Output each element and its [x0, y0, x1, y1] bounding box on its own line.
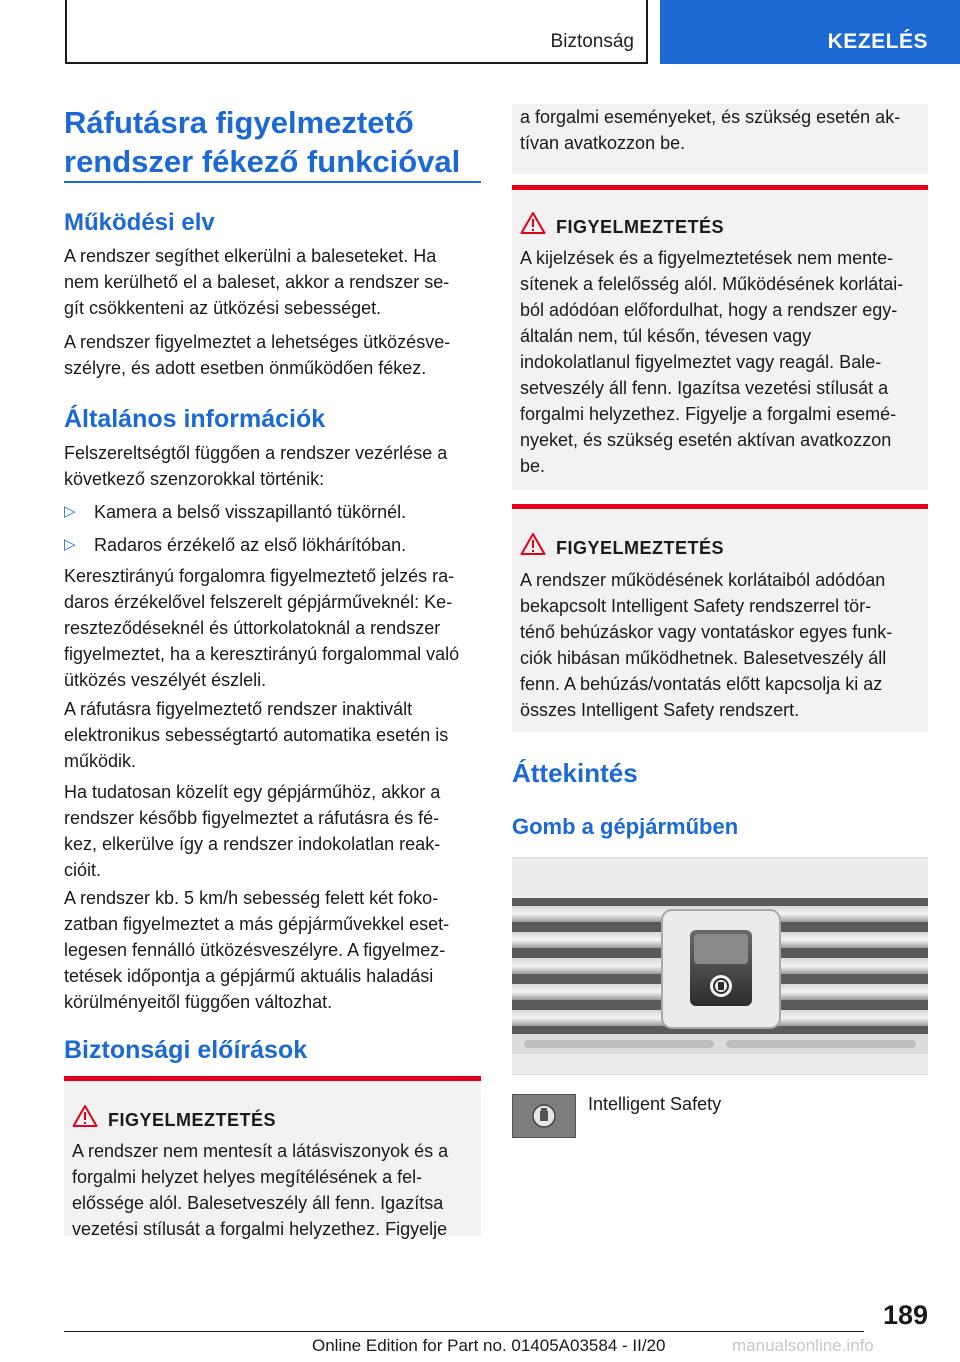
intelligent-safety-icon	[513, 1095, 577, 1139]
heading-general: Általános információk	[64, 405, 326, 433]
chapter-title: KEZELÉS	[827, 30, 928, 53]
text-line: cióit.	[64, 860, 102, 880]
footer-watermark: manualsonline.info	[732, 1336, 874, 1355]
text-line: gít csökkenteni az ütközési sebességet.	[64, 298, 382, 318]
warning-line: forgalmi helyzet helyes megítélésének a fel-	[72, 1167, 423, 1187]
warning-line: ténő behúzáskor vagy vontatáskor egyes funk-	[520, 622, 893, 642]
warning-triangle-icon	[520, 211, 546, 235]
intelligent-safety-button-icon	[512, 1094, 576, 1138]
vehicle-button-photo	[512, 857, 928, 1075]
text-line: szélyre, és adott esetben önműködően fékez.	[64, 358, 427, 378]
heading-principle: Működési elv	[64, 209, 215, 236]
warning-triangle-icon	[520, 532, 546, 556]
page-title-line2: rendszer fékező funkcióval	[64, 144, 461, 179]
warning-line: be.	[520, 456, 546, 476]
warning-box	[512, 185, 928, 490]
text-line: elektronikus sebességtartó automatika esetén is	[64, 725, 449, 745]
section-title: Biztonság	[550, 31, 634, 52]
text-line: rendszer később figyelmeztet a ráfutásra és fé-	[64, 808, 440, 828]
warning-line: nyeket, és szükség esetén aktívan avatkozzon	[520, 430, 892, 450]
text-line: figyelmeztet, ha a keresztirányú forgalommal való	[64, 644, 460, 664]
warning-continuation-box	[512, 104, 928, 174]
air-vent-illustration	[512, 858, 928, 1075]
warning-line: vezetési stílusát a forgalmi helyzethez. Figyelje	[72, 1219, 448, 1239]
warning-line: ciók hibásan működhetnek. Balesetveszély áll	[520, 648, 887, 668]
warning-box	[64, 1076, 481, 1239]
text-line: legesen fennálló ütközésveszélyre. A figyelmez-	[64, 940, 446, 960]
page-title-line1: Ráfutásra figyelmeztető	[64, 105, 414, 140]
footer-rule	[64, 1331, 864, 1332]
header-section-box	[65, 0, 648, 64]
page-number: 189	[882, 1300, 928, 1330]
text-line: A rendszer segíthet elkerülni a baleseteket. Ha	[64, 246, 437, 266]
text-line: A ráfutásra figyelmeztető rendszer inaktivált	[64, 699, 413, 719]
text-line: zatban figyelmeztet a más gépjárművekkel eset-	[64, 914, 450, 934]
triangle-bullet-icon: ▷	[64, 503, 76, 520]
list-item	[64, 532, 406, 558]
warning-line: a forgalmi eseményeket, és szükség esetén ak-	[520, 107, 901, 127]
warning-line: elősség​e alól. Balesetveszély áll fenn. Igazítsa	[72, 1193, 444, 1213]
heading-safety: Biztonsági előírások	[64, 1036, 308, 1064]
warning-line: bekapcsolt Intelligent Safety rendszerrel tör-	[520, 596, 872, 616]
list-item	[64, 499, 406, 525]
text-line: Ha tudatosan közelít egy gépjárműhöz, akkor a	[64, 782, 441, 802]
warning-line: forgalmi helyzethez. Figyelje a forgalmi esemé-	[520, 404, 897, 424]
warning-box	[512, 504, 928, 732]
warning-line: tívan avatkozzon be.	[520, 133, 686, 153]
warning-title: FIGYELMEZTETÉS	[108, 1110, 277, 1130]
text-line: működik.	[64, 751, 137, 771]
warning-line: általán nem, túl későn, tévesen vagy	[520, 326, 812, 346]
list-item-text: Radaros érzékelő az első lökhárítóban.	[94, 535, 407, 555]
warning-line: A rendszer nem mentesít a látásviszonyok és a	[72, 1141, 449, 1161]
text-line: kez, elkerülve így a rendszer indokolatlan reak-	[64, 834, 441, 854]
text-line: tetések időpontja a gépjármű aktuális haladási	[64, 966, 434, 986]
text-line: Felszereltségtől függően a rendszer vezérlése a	[64, 443, 448, 463]
warning-line: indokolatlanul figyelmeztet vagy reagál. Bale-	[520, 352, 882, 372]
header-chapter-box	[660, 0, 960, 64]
warning-line: A rendszer működésének korlátaiból adódóan	[520, 570, 886, 590]
heading-button: Gomb a gépjárműben	[512, 814, 739, 839]
text-line: nem kerülhető el a baleset, akkor a rendszer se-	[64, 272, 450, 292]
list-item-text: Kamera a belső visszapillantó tükörnél.	[94, 502, 407, 522]
text-line: daros érzékelővel felszerelt gépjárműveknél: Ke-	[64, 592, 453, 612]
warning-triangle-icon	[72, 1104, 98, 1128]
text-line: A rendszer kb. 5 km/h sebesség felett két foko-	[64, 888, 439, 908]
text-line: reszteződéseknél és úttorkolatoknál a rendszer	[64, 618, 441, 638]
triangle-bullet-icon: ▷	[64, 536, 76, 553]
warning-line: összes Intelligent Safety rendszert.	[520, 700, 800, 720]
footer-edition: Online Edition for Part no. 01405A03584 - II/20	[312, 1336, 666, 1355]
warning-title: FIGYELMEZTETÉS	[556, 538, 725, 558]
text-line: körülményeitől függően változhat.	[64, 992, 333, 1012]
warning-line: A kijelzések és a figyelmeztetések nem mente-	[520, 248, 894, 268]
warning-line: ból adódóan előfordulhat, hogy a rendszer egy-	[520, 300, 898, 320]
text-line: következő szenzorokkal történik:	[64, 469, 325, 489]
text-line: A rendszer figyelmeztet a lehetséges ütközésve-	[64, 332, 451, 352]
title-rule	[64, 181, 481, 183]
text-line: ütközés veszélyét észleli.	[64, 670, 267, 690]
warning-line: sítenek a felelősség alól. Működésének korlátai-	[520, 274, 904, 294]
text-line: Keresztirányú forgalomra figyelmeztető jelzés ra-	[64, 566, 455, 586]
warning-line: setveszély áll fenn. Igazítsa vezetési stílusát a	[520, 378, 889, 398]
button-caption: Intelligent Safety	[588, 1094, 722, 1114]
warning-title: FIGYELMEZTETÉS	[556, 217, 725, 237]
heading-overview: Áttekintés	[512, 758, 638, 788]
warning-line: fenn. A behúzás/vontatás előtt kapcsolja ki az	[520, 674, 883, 694]
